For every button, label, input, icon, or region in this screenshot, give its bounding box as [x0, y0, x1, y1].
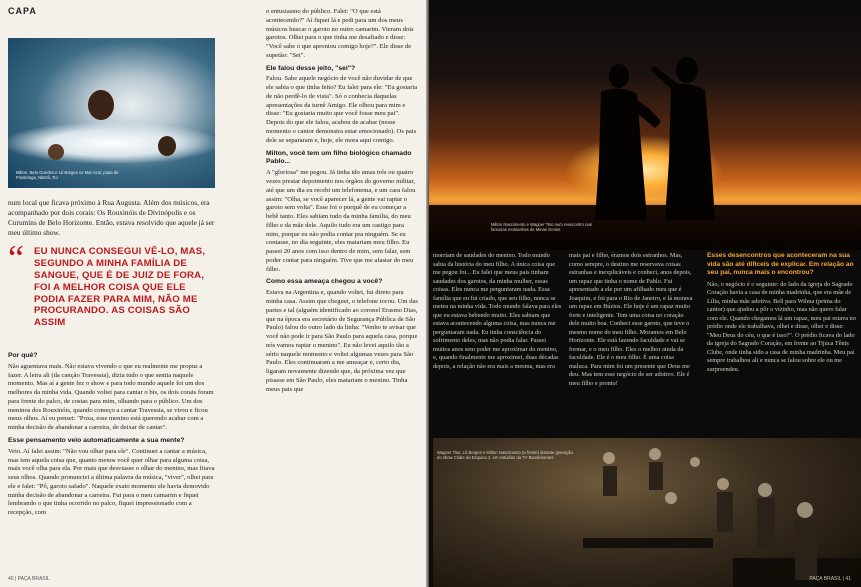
- interview-question: Milton, você tem um filho biológico chamado Pablo...: [266, 149, 412, 166]
- silhouette-figures: [429, 0, 861, 250]
- page-footer-right: PAÇA BRASIL | 41: [809, 576, 851, 582]
- section-tag: CAPA: [8, 6, 37, 16]
- interview-answer: A "gloriosa" me pegou. Já tinha ido umas três ou quatro vezes prestar depoimento nos órgãos do governo militar, até que um dia eu recebi um telefonema, e um cara falou assim: "Olha, se você aparecer lá, a gente vai raptar o garoto sem volta". Esse foi o porquê de eu começar a bebê tanto. Eles sabiam tudo da minha família, do meu filho e da mãe dele. Aquilo tudo era um castigo para mim, porque eu não podia contar pra ninguém. Se eu contasse, no dia seguinte, eles matariam meu filho. Eu passei 20 anos com isso dentro de mim, sem falar, sem poder contar para ninguém. Tive que me afastar do meu filho.: [266, 169, 416, 273]
- swimmer-head-3: [48, 144, 64, 160]
- right-column-3: [707, 252, 857, 377]
- interview-question: Por quê?: [8, 352, 38, 359]
- article-column-1: [8, 348, 216, 521]
- band-caption: Wagner Tiso, Lô Borges e Milton Nascimento (a frente) durante gravação do show Clube da Esquina 2, em estúdios da TV Bandeirantes: [437, 450, 573, 461]
- interview-answer: Falou. Sabe aquele negócio de você não duvidar de que ele sabia o que tinha feito? Eu falei para ele: "Eu gostaria de não perdê-lo de vista". Só o conhecia daquelas apresentações da turnê Amigo. Ele olhou para mim e disse: "Eu gostaria muito que você fosse meu pai". Depois do que ele falou, acabou de acabar (nesse momento o cantor demonstra estar emocionado). Os pais dele se separaram e, hoje, ele mora aqui comigo.: [266, 75, 418, 144]
- article-column-2: [266, 8, 418, 397]
- sunset-caption: Milton Nascimento e Wagner Tiso num reencontro nas famosas montanhas de Minas Gerais: [491, 222, 592, 233]
- interview-question: Como essa ameaça chegou a você?: [266, 278, 383, 286]
- swimmer-head-1: [88, 90, 114, 120]
- interview-answer: Estava na Argentina e, quando voltei, fui direto para minha casa. Assim que cheguei, o telefone tocou. Um das partes e tal (alguém identificado ao coronel Erasmo Dias, que na época era secretário de Segurança Pública de São Paulo) falou do outro lado da linha: "Venho te avisar que você não pode ir para São Paulo para aquela casa, porque nós vamos raptar o menino". Eu não levei aquilo tão a sério naquele momento e voltei algumas vezes para São Paulo. Eles continuaram a me ameaçar e, certo dia, ligaram novamente dizendo que, da próxima vez que pisasse em São Paulo, eles matariam o menino. Tinha meus pais que: [266, 289, 418, 393]
- interview-question: Ele falou desse jeito, "sei"?: [266, 64, 356, 72]
- pull-quote: [8, 238, 215, 329]
- band-photo: [433, 438, 861, 587]
- interview-question: Esses desencontros que aconteceram na sua vida são até difíceis de explicar. Em relação ao seu pai, nunca mais o encontrou?: [707, 252, 854, 277]
- left-page: [0, 0, 428, 587]
- interview-answer: Veio. Aí falei assim: "Não vou olhar para ele". Continuei a cantar a música, mas tem aquela coisa que, quanto menos você quer olhar para alguma coisa, mais você olha para ela. Por mais que desviasse o olhar do menino, mas fitava seus olhos. Quando pronunciei a última palavra da música, "viver", olhei para ele e falei: "Pô, garoto safado". Naquele exato momento ele havia demovido minha decisão de abandonar a carreira. Fui para o meu camarim e fiquei lembrando o que tinha ocorrido no palco, fiquei impressionado com a recepção, com: [8, 447, 215, 517]
- page-footer-left: 40 | PAÇA BRASIL: [8, 576, 50, 582]
- interview-answer: Não, o negócio é o seguinte: do lado da igreja do Sagrado Coração havia a casa de minha madrinha, que era mãe de Lília, minha mãe adotiva. Bell para Wilma (prima do cantor) que ajudou a pôr o vizinho, mas não quero falar com ele. Quando chegamos lá um rapaz, meu pai estava no prédio onde ele trabalhava, olhei e disse, olhei e disse: "Meu Deus do céu, o que é isso?". O prédio ficava do lado da igreja do Sagrado Coração, em frente ao Tijuca Tênis Clube, onde tinha sido a casa de minha madrinha. Meu pai sempre trabalhou ali e nunca se falou sobre ele ou me surpreendeu.: [707, 280, 856, 373]
- quote-mark-icon: “: [8, 238, 24, 278]
- article-text: morriam de saudades do menino. Todo mundo sabia da história do meu filho. A única coisa que me pegou foi... Eu falei que meus pais tinham saudades dos garotos, da minha mulher, essas coisas. Eles nunca me perguntaram nada. Essa família que eu fui criado, que seu filho, nunca se meteu na minha vida. Todo mundo falava para eles que eu estava bebendo muito. Eles sabiam que estava acontecendo alguma coisa, mas nunca me perguntaram nada. Eu tinha consciência do sofrimento deles, mas não podia falar. Passei muitos anos sem poder me aproximar do menino, e, quando finalmente me aproximei, duas décadas depois, a relação não era mais a mesma, mas era: [433, 252, 562, 370]
- right-column-2: [569, 252, 693, 391]
- pull-quote-text: EU NUNCA CONSEGUI VÊ-LO, MAS, SEGUNDO A MINHA FAMÍLIA DE SANGUE, QUE É DE JUIZ DE FORA, FOI A MELHOR COISA QUE ELE PODIA FAZER PARA MIM, NÃO ME PROCURANDO. AS COISAS SÃO ASSIM: [34, 246, 206, 329]
- wave-splash: [8, 123, 215, 163]
- sunset-photo: [429, 0, 861, 250]
- interview-answer: o entusiasmo do público. Falei: "O que está acontecendo?" Aí fiquei lá e pedi para um dos meus músicos buscar o garoto no outro camarim. Vieram dois garotos. Olhei para o que tinha me desafiado e disse: "Você sabe o que aprontou comigo hoje?". Ele disse de supetão: "Sei".: [266, 8, 414, 59]
- right-page: [429, 0, 861, 587]
- swimmer-head-2: [158, 136, 176, 156]
- right-column-1: [433, 252, 563, 374]
- interview-question: Esse pensamento veio automaticamente a sua mente?: [8, 436, 185, 444]
- article-text: mais pai e filho, éramos dois estranhos. Mas, como sempre, o destino me reservava coisas estranhas e inexplicáveis e conheci, anos depois, um rapaz que tinha o nome de Pablo. Fui apresentado a ele por um afilhado meu que é Joaquim, e foi para o Rio de Janeiro, e lá morava um rapaz em Búzios. Ele hoje é um rapaz muito forte e inteligente. Tem uma coisa no coração dele muito boa. Conheci esse garoto, que teve o mesmo nome do meu filho. Moramos em Belo Horizonte. Ele está fazendo faculdade e vai se formar, e o meu filho. Eles o melhor ainda da faculdade. Ele é o meu filho. É uma coisa maluca. Para mim foi um presente que Deus me deu. Mas tem esse negócio de ser adotivo. Ele é meu filho e pronto!: [569, 252, 693, 387]
- photo-caption: Milton, Beto Guedes e Lô Borges no Mar Azul, praia de Piratininga, Niterói, RJ: [16, 169, 119, 180]
- interview-answer: Não aguentava mais. Não estava vivendo o que eu realmente me propus a fazer. A letra ali (da canção Travessia), dizia tudo o que sentia naquele momento. Mas aí a gente fez o show e para todo mundo aquele foi um dos melhores da minha vida. Quando voltei para cantar o bis, os dois corais foram para frente do palco, de costas para mim, olhando para o público. Um dos meninos dos Rouxinóis, quando começo a cantar Travessia, se virou e ficou meus olhos. Aí eu pensei: "Poxa, esse menino está querendo acabar com a minha decisão de abandonar a carreira, de deixar de cantar".: [8, 362, 214, 432]
- intro-paragraph: num local que ficava próximo à Rua Augusta. Além dos músicos, era acompanhado por dois corais: Os Rouxinóis de Divinópolis e os Curumins de Belo Horizonte. Então, estava resolvido que aquele já ser meu último show.: [8, 198, 215, 237]
- swimmers-photo: [8, 38, 215, 188]
